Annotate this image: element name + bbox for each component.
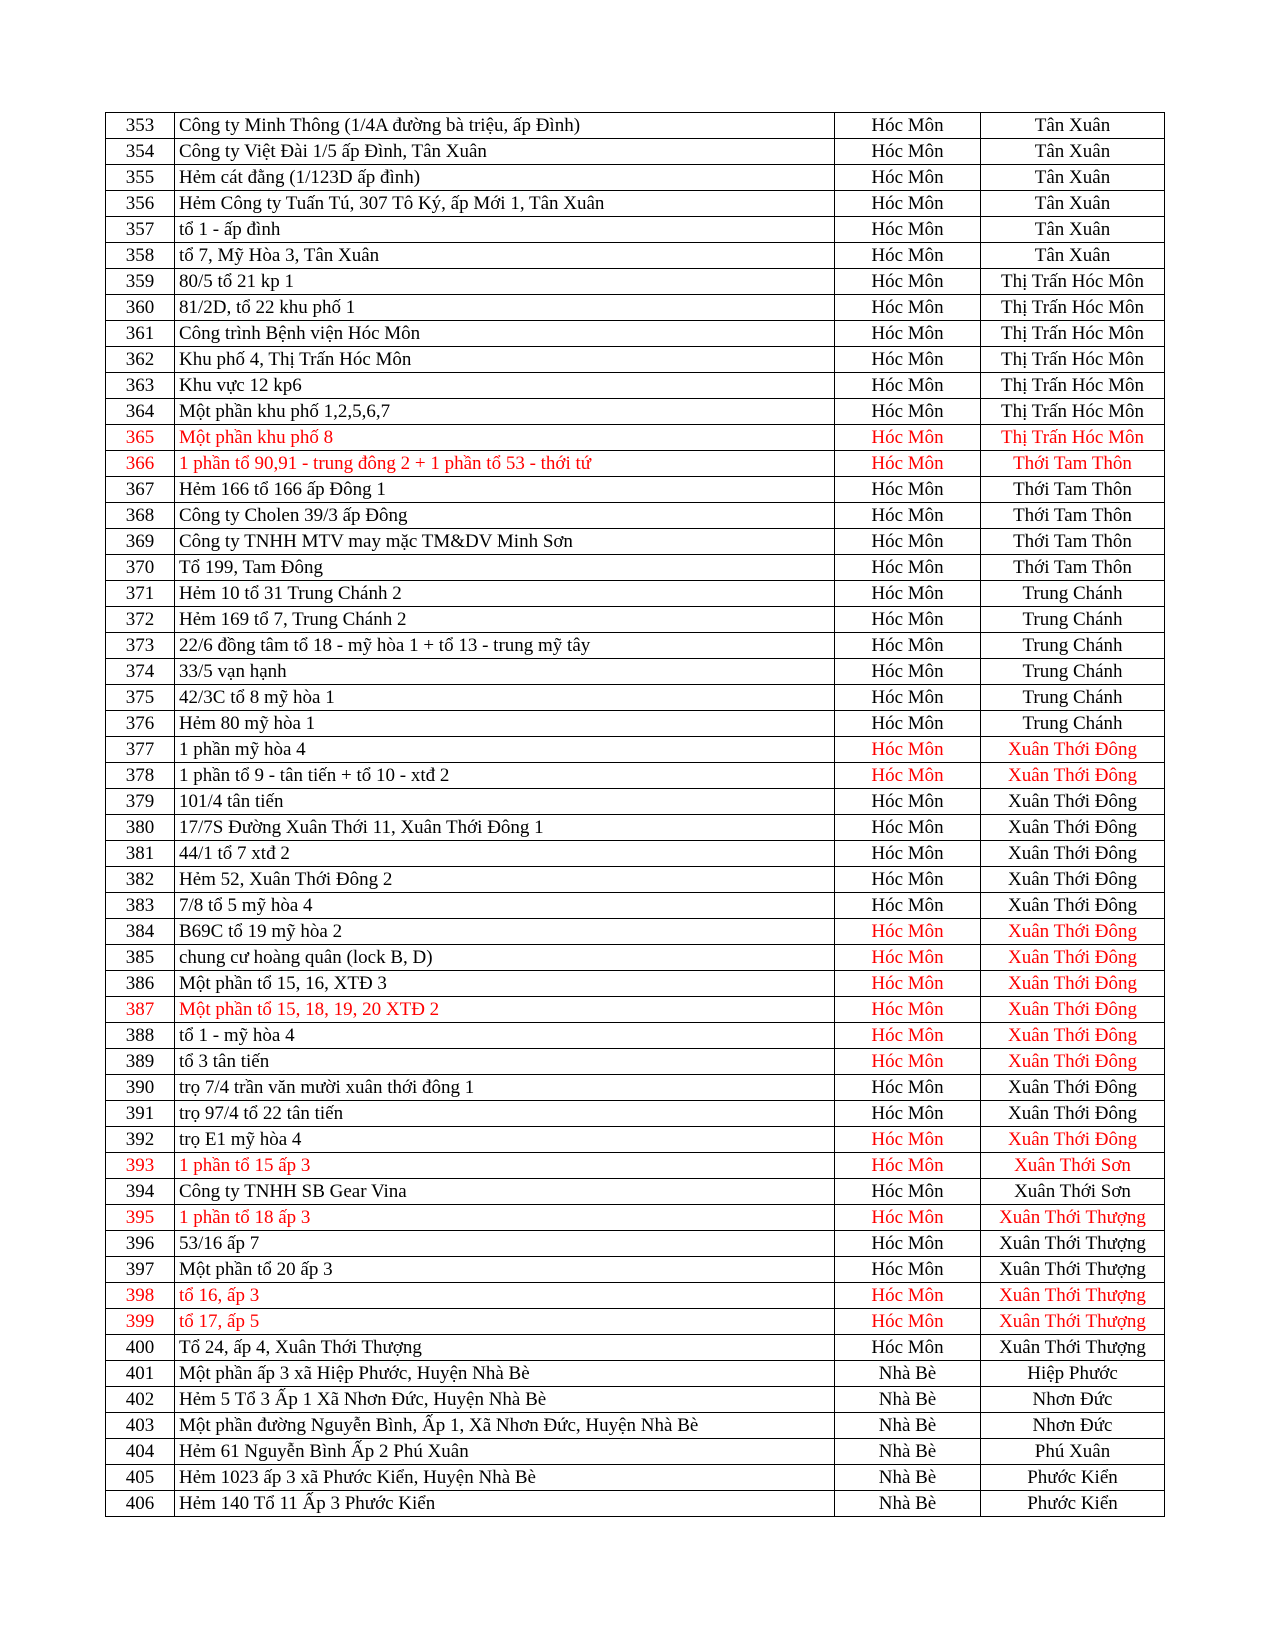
row-number-cell: 372 [106, 607, 175, 633]
row-number-cell: 360 [106, 295, 175, 321]
row-number-cell: 355 [106, 165, 175, 191]
district-cell: Hóc Môn [835, 841, 981, 867]
address-cell: Hẻm 52, Xuân Thới Đông 2 [175, 867, 835, 893]
row-number-cell: 392 [106, 1127, 175, 1153]
row-number-cell: 384 [106, 919, 175, 945]
ward-cell: Xuân Thới Sơn [981, 1179, 1165, 1205]
ward-cell: Nhơn Đức [981, 1387, 1165, 1413]
address-cell: Công ty Minh Thông (1/4A đường bà triệu, ấp Đình) [175, 113, 835, 139]
ward-cell: Thới Tam Thôn [981, 503, 1165, 529]
ward-cell: Xuân Thới Đông [981, 815, 1165, 841]
address-cell: Hẻm 61 Nguyễn Bình Ấp 2 Phú Xuân [175, 1439, 835, 1465]
row-number-cell: 370 [106, 555, 175, 581]
district-cell: Hóc Môn [835, 191, 981, 217]
district-cell: Hóc Môn [835, 165, 981, 191]
row-number-cell: 356 [106, 191, 175, 217]
ward-cell: Xuân Thới Thượng [981, 1231, 1165, 1257]
row-number-cell: 391 [106, 1101, 175, 1127]
address-cell: Một phần khu phố 1,2,5,6,7 [175, 399, 835, 425]
row-number-cell: 366 [106, 451, 175, 477]
row-number-cell: 377 [106, 737, 175, 763]
row-number-cell: 400 [106, 1335, 175, 1361]
ward-cell: Tân Xuân [981, 191, 1165, 217]
ward-cell: Tân Xuân [981, 217, 1165, 243]
ward-cell: Trung Chánh [981, 659, 1165, 685]
district-cell: Hóc Môn [835, 737, 981, 763]
row-number-cell: 383 [106, 893, 175, 919]
district-cell: Nhà Bè [835, 1361, 981, 1387]
row-number-cell: 364 [106, 399, 175, 425]
district-cell: Hóc Môn [835, 1231, 981, 1257]
row-number-cell: 388 [106, 1023, 175, 1049]
table-row [106, 113, 1165, 139]
address-cell: Tổ 24, ấp 4, Xuân Thới Thượng [175, 1335, 835, 1361]
district-cell: Nhà Bè [835, 1413, 981, 1439]
ward-cell: Tân Xuân [981, 113, 1165, 139]
ward-cell: Xuân Thới Đông [981, 919, 1165, 945]
table-row [106, 321, 1165, 347]
table-row [106, 685, 1165, 711]
row-number-cell: 373 [106, 633, 175, 659]
address-table [105, 112, 1165, 1517]
district-cell: Hóc Môn [835, 1075, 981, 1101]
table-row [106, 139, 1165, 165]
address-cell: Tổ 199, Tam Đông [175, 555, 835, 581]
district-cell: Hóc Môn [835, 1153, 981, 1179]
table-row [106, 347, 1165, 373]
table-row [106, 1283, 1165, 1309]
table-row [106, 1231, 1165, 1257]
ward-cell: Tân Xuân [981, 243, 1165, 269]
row-number-cell: 393 [106, 1153, 175, 1179]
district-cell: Hóc Môn [835, 503, 981, 529]
row-number-cell: 368 [106, 503, 175, 529]
row-number-cell: 396 [106, 1231, 175, 1257]
address-cell: Khu phố 4, Thị Trấn Hóc Môn [175, 347, 835, 373]
row-number-cell: 405 [106, 1465, 175, 1491]
address-cell: Khu vực 12 kp6 [175, 373, 835, 399]
row-number-cell: 401 [106, 1361, 175, 1387]
table-row [106, 815, 1165, 841]
table-row [106, 581, 1165, 607]
table-row [106, 633, 1165, 659]
address-cell: Một phần tổ 20 ấp 3 [175, 1257, 835, 1283]
address-cell: 1 phần mỹ hòa 4 [175, 737, 835, 763]
address-cell: 22/6 đồng tâm tổ 18 - mỹ hòa 1 + tổ 13 - trung mỹ tây [175, 633, 835, 659]
address-cell: 1 phần tổ 90,91 - trung đông 2 + 1 phần tổ 53 - thới tứ [175, 451, 835, 477]
district-cell: Hóc Môn [835, 295, 981, 321]
ward-cell: Xuân Thới Đông [981, 1023, 1165, 1049]
address-cell: 33/5 vạn hạnh [175, 659, 835, 685]
row-number-cell: 397 [106, 1257, 175, 1283]
ward-cell: Xuân Thới Đông [981, 1049, 1165, 1075]
ward-cell: Trung Chánh [981, 711, 1165, 737]
table-row [106, 555, 1165, 581]
district-cell: Hóc Môn [835, 945, 981, 971]
row-number-cell: 379 [106, 789, 175, 815]
ward-cell: Trung Chánh [981, 607, 1165, 633]
ward-cell: Xuân Thới Đông [981, 1101, 1165, 1127]
district-cell: Hóc Môn [835, 399, 981, 425]
row-number-cell: 404 [106, 1439, 175, 1465]
row-number-cell: 386 [106, 971, 175, 997]
district-cell: Hóc Môn [835, 373, 981, 399]
district-cell: Hóc Môn [835, 867, 981, 893]
row-number-cell: 389 [106, 1049, 175, 1075]
ward-cell: Xuân Thới Sơn [981, 1153, 1165, 1179]
address-cell: 53/16 ấp 7 [175, 1231, 835, 1257]
district-cell: Hóc Môn [835, 1049, 981, 1075]
ward-cell: Xuân Thới Thượng [981, 1283, 1165, 1309]
district-cell: Hóc Môn [835, 607, 981, 633]
table-row [106, 1153, 1165, 1179]
ward-cell: Xuân Thới Thượng [981, 1309, 1165, 1335]
ward-cell: Xuân Thới Đông [981, 1075, 1165, 1101]
row-number-cell: 365 [106, 425, 175, 451]
ward-cell: Thị Trấn Hóc Môn [981, 321, 1165, 347]
district-cell: Hóc Môn [835, 477, 981, 503]
ward-cell: Phú Xuân [981, 1439, 1165, 1465]
address-cell: Công ty Việt Đài 1/5 ấp Đình, Tân Xuân [175, 139, 835, 165]
district-cell: Hóc Môn [835, 659, 981, 685]
ward-cell: Phước Kiển [981, 1465, 1165, 1491]
row-number-cell: 385 [106, 945, 175, 971]
ward-cell: Trung Chánh [981, 685, 1165, 711]
row-number-cell: 380 [106, 815, 175, 841]
address-cell: Một phần đường Nguyễn Bình, Ấp 1, Xã Nhơn Đức, Huyện Nhà Bè [175, 1413, 835, 1439]
address-cell: 101/4 tân tiến [175, 789, 835, 815]
district-cell: Hóc Môn [835, 685, 981, 711]
table-row [106, 737, 1165, 763]
table-row [106, 919, 1165, 945]
row-number-cell: 390 [106, 1075, 175, 1101]
table-row [106, 269, 1165, 295]
row-number-cell: 354 [106, 139, 175, 165]
table-row [106, 607, 1165, 633]
table-row [106, 191, 1165, 217]
district-cell: Hóc Môn [835, 347, 981, 373]
row-number-cell: 378 [106, 763, 175, 789]
table-row [106, 1491, 1165, 1517]
ward-cell: Xuân Thới Đông [981, 737, 1165, 763]
table-row [106, 399, 1165, 425]
table-row [106, 1127, 1165, 1153]
address-cell: 42/3C tổ 8 mỹ hòa 1 [175, 685, 835, 711]
district-cell: Hóc Môn [835, 529, 981, 555]
table-row [106, 1361, 1165, 1387]
address-cell: Hẻm 169 tổ 7, Trung Chánh 2 [175, 607, 835, 633]
table-row [106, 1387, 1165, 1413]
address-cell: tổ 1 - mỹ hòa 4 [175, 1023, 835, 1049]
table-row [106, 1257, 1165, 1283]
row-number-cell: 358 [106, 243, 175, 269]
district-cell: Hóc Môn [835, 1179, 981, 1205]
table-row [106, 1023, 1165, 1049]
address-cell: tổ 3 tân tiến [175, 1049, 835, 1075]
address-cell: Hẻm 1023 ấp 3 xã Phước Kiển, Huyện Nhà Bè [175, 1465, 835, 1491]
table-row [106, 997, 1165, 1023]
row-number-cell: 375 [106, 685, 175, 711]
district-cell: Hóc Môn [835, 1283, 981, 1309]
ward-cell: Xuân Thới Đông [981, 841, 1165, 867]
table-row [106, 763, 1165, 789]
district-cell: Hóc Môn [835, 919, 981, 945]
district-cell: Nhà Bè [835, 1387, 981, 1413]
ward-cell: Thị Trấn Hóc Môn [981, 295, 1165, 321]
table-row [106, 477, 1165, 503]
ward-cell: Tân Xuân [981, 139, 1165, 165]
table-row [106, 1179, 1165, 1205]
district-cell: Hóc Môn [835, 1309, 981, 1335]
ward-cell: Xuân Thới Đông [981, 789, 1165, 815]
row-number-cell: 371 [106, 581, 175, 607]
row-number-cell: 394 [106, 1179, 175, 1205]
address-cell: Một phần tổ 15, 18, 19, 20 XTĐ 2 [175, 997, 835, 1023]
district-cell: Hóc Môn [835, 321, 981, 347]
table-row [106, 711, 1165, 737]
ward-cell: Hiệp Phước [981, 1361, 1165, 1387]
address-cell: Công ty Cholen 39/3 ấp Đông [175, 503, 835, 529]
ward-cell: Thới Tam Thôn [981, 529, 1165, 555]
ward-cell: Phước Kiển [981, 1491, 1165, 1517]
district-cell: Nhà Bè [835, 1465, 981, 1491]
district-cell: Nhà Bè [835, 1439, 981, 1465]
table-row [106, 1309, 1165, 1335]
district-cell: Hóc Môn [835, 789, 981, 815]
row-number-cell: 406 [106, 1491, 175, 1517]
district-cell: Hóc Môn [835, 1205, 981, 1231]
row-number-cell: 359 [106, 269, 175, 295]
address-cell: Một phần ấp 3 xã Hiệp Phước, Huyện Nhà Bè [175, 1361, 835, 1387]
ward-cell: Thới Tam Thôn [981, 477, 1165, 503]
ward-cell: Thị Trấn Hóc Môn [981, 347, 1165, 373]
ward-cell: Xuân Thới Thượng [981, 1257, 1165, 1283]
table-row [106, 1205, 1165, 1231]
table-row [106, 1049, 1165, 1075]
address-cell: 81/2D, tổ 22 khu phố 1 [175, 295, 835, 321]
address-cell: Công ty TNHH MTV may mặc TM&DV Minh Sơn [175, 529, 835, 555]
row-number-cell: 387 [106, 997, 175, 1023]
ward-cell: Xuân Thới Đông [981, 893, 1165, 919]
district-cell: Hóc Môn [835, 1101, 981, 1127]
address-cell: Hẻm cát đằng (1/123D ấp đình) [175, 165, 835, 191]
address-table-body [106, 113, 1165, 1517]
row-number-cell: 363 [106, 373, 175, 399]
row-number-cell: 362 [106, 347, 175, 373]
district-cell: Hóc Môn [835, 997, 981, 1023]
table-row [106, 789, 1165, 815]
row-number-cell: 381 [106, 841, 175, 867]
row-number-cell: 361 [106, 321, 175, 347]
address-cell: Một phần tổ 15, 16, XTĐ 3 [175, 971, 835, 997]
address-cell: Hẻm Công ty Tuấn Tú, 307 Tô Ký, ấp Mới 1, Tân Xuân [175, 191, 835, 217]
table-row [106, 373, 1165, 399]
district-cell: Hóc Môn [835, 763, 981, 789]
district-cell: Hóc Môn [835, 139, 981, 165]
table-row [106, 1413, 1165, 1439]
ward-cell: Xuân Thới Đông [981, 971, 1165, 997]
table-row [106, 659, 1165, 685]
table-row [106, 971, 1165, 997]
address-cell: tổ 1 - ấp đình [175, 217, 835, 243]
ward-cell: Xuân Thới Thượng [981, 1335, 1165, 1361]
district-cell: Hóc Môn [835, 269, 981, 295]
row-number-cell: 353 [106, 113, 175, 139]
table-row [106, 243, 1165, 269]
table-row [106, 1101, 1165, 1127]
district-cell: Hóc Môn [835, 217, 981, 243]
district-cell: Hóc Môn [835, 971, 981, 997]
address-cell: trọ 7/4 trần văn mười xuân thới đông 1 [175, 1075, 835, 1101]
ward-cell: Xuân Thới Đông [981, 997, 1165, 1023]
address-cell: tổ 17, ấp 5 [175, 1309, 835, 1335]
row-number-cell: 367 [106, 477, 175, 503]
address-cell: 80/5 tổ 21 kp 1 [175, 269, 835, 295]
district-cell: Hóc Môn [835, 555, 981, 581]
row-number-cell: 376 [106, 711, 175, 737]
row-number-cell: 403 [106, 1413, 175, 1439]
table-row [106, 425, 1165, 451]
ward-cell: Xuân Thới Đông [981, 763, 1165, 789]
ward-cell: Nhơn Đức [981, 1413, 1165, 1439]
table-row [106, 295, 1165, 321]
address-cell: 1 phần tổ 15 ấp 3 [175, 1153, 835, 1179]
row-number-cell: 382 [106, 867, 175, 893]
district-cell: Hóc Môn [835, 711, 981, 737]
district-cell: Hóc Môn [835, 1127, 981, 1153]
ward-cell: Tân Xuân [981, 165, 1165, 191]
district-cell: Hóc Môn [835, 1335, 981, 1361]
address-cell: Hẻm 140 Tổ 11 Ấp 3 Phước Kiển [175, 1491, 835, 1517]
ward-cell: Trung Chánh [981, 581, 1165, 607]
table-row [106, 841, 1165, 867]
address-cell: trọ 97/4 tổ 22 tân tiến [175, 1101, 835, 1127]
ward-cell: Thị Trấn Hóc Môn [981, 373, 1165, 399]
address-cell: 17/7S Đường Xuân Thới 11, Xuân Thới Đông 1 [175, 815, 835, 841]
table-row [106, 529, 1165, 555]
address-cell: 44/1 tổ 7 xtđ 2 [175, 841, 835, 867]
address-cell: Hẻm 10 tổ 31 Trung Chánh 2 [175, 581, 835, 607]
district-cell: Hóc Môn [835, 425, 981, 451]
address-cell: tổ 7, Mỹ Hòa 3, Tân Xuân [175, 243, 835, 269]
district-cell: Hóc Môn [835, 243, 981, 269]
district-cell: Hóc Môn [835, 451, 981, 477]
ward-cell: Xuân Thới Đông [981, 1127, 1165, 1153]
address-cell: 1 phần tổ 18 ấp 3 [175, 1205, 835, 1231]
address-cell: Hẻm 5 Tổ 3 Ấp 1 Xã Nhơn Đức, Huyện Nhà Bè [175, 1387, 835, 1413]
table-row [106, 217, 1165, 243]
table-row [106, 1439, 1165, 1465]
district-cell: Nhà Bè [835, 1491, 981, 1517]
district-cell: Hóc Môn [835, 113, 981, 139]
address-cell: chung cư hoàng quân (lock B, D) [175, 945, 835, 971]
address-cell: Hẻm 80 mỹ hòa 1 [175, 711, 835, 737]
table-row [106, 945, 1165, 971]
ward-cell: Xuân Thới Đông [981, 945, 1165, 971]
ward-cell: Xuân Thới Đông [981, 867, 1165, 893]
address-cell: Công ty TNHH SB Gear Vina [175, 1179, 835, 1205]
address-cell: Một phần khu phố 8 [175, 425, 835, 451]
address-cell: trọ E1 mỹ hòa 4 [175, 1127, 835, 1153]
table-row [106, 893, 1165, 919]
table-row [106, 1465, 1165, 1491]
district-cell: Hóc Môn [835, 893, 981, 919]
row-number-cell: 399 [106, 1309, 175, 1335]
row-number-cell: 357 [106, 217, 175, 243]
table-row [106, 1075, 1165, 1101]
address-cell: 1 phần tổ 9 - tân tiến + tổ 10 - xtđ 2 [175, 763, 835, 789]
row-number-cell: 402 [106, 1387, 175, 1413]
table-row [106, 503, 1165, 529]
address-cell: tổ 16, ấp 3 [175, 1283, 835, 1309]
row-number-cell: 369 [106, 529, 175, 555]
ward-cell: Xuân Thới Thượng [981, 1205, 1165, 1231]
ward-cell: Thị Trấn Hóc Môn [981, 425, 1165, 451]
row-number-cell: 398 [106, 1283, 175, 1309]
address-cell: Hẻm 166 tổ 166 ấp Đông 1 [175, 477, 835, 503]
address-cell: B69C tổ 19 mỹ hòa 2 [175, 919, 835, 945]
district-cell: Hóc Môn [835, 1257, 981, 1283]
table-row [106, 451, 1165, 477]
row-number-cell: 374 [106, 659, 175, 685]
table-row [106, 165, 1165, 191]
ward-cell: Thới Tam Thôn [981, 451, 1165, 477]
ward-cell: Thị Trấn Hóc Môn [981, 269, 1165, 295]
address-cell: Công trình Bệnh viện Hóc Môn [175, 321, 835, 347]
address-cell: 7/8 tổ 5 mỹ hòa 4 [175, 893, 835, 919]
ward-cell: Thới Tam Thôn [981, 555, 1165, 581]
row-number-cell: 395 [106, 1205, 175, 1231]
district-cell: Hóc Môn [835, 1023, 981, 1049]
ward-cell: Thị Trấn Hóc Môn [981, 399, 1165, 425]
table-row [106, 1335, 1165, 1361]
district-cell: Hóc Môn [835, 581, 981, 607]
district-cell: Hóc Môn [835, 633, 981, 659]
ward-cell: Trung Chánh [981, 633, 1165, 659]
table-row [106, 867, 1165, 893]
district-cell: Hóc Môn [835, 815, 981, 841]
